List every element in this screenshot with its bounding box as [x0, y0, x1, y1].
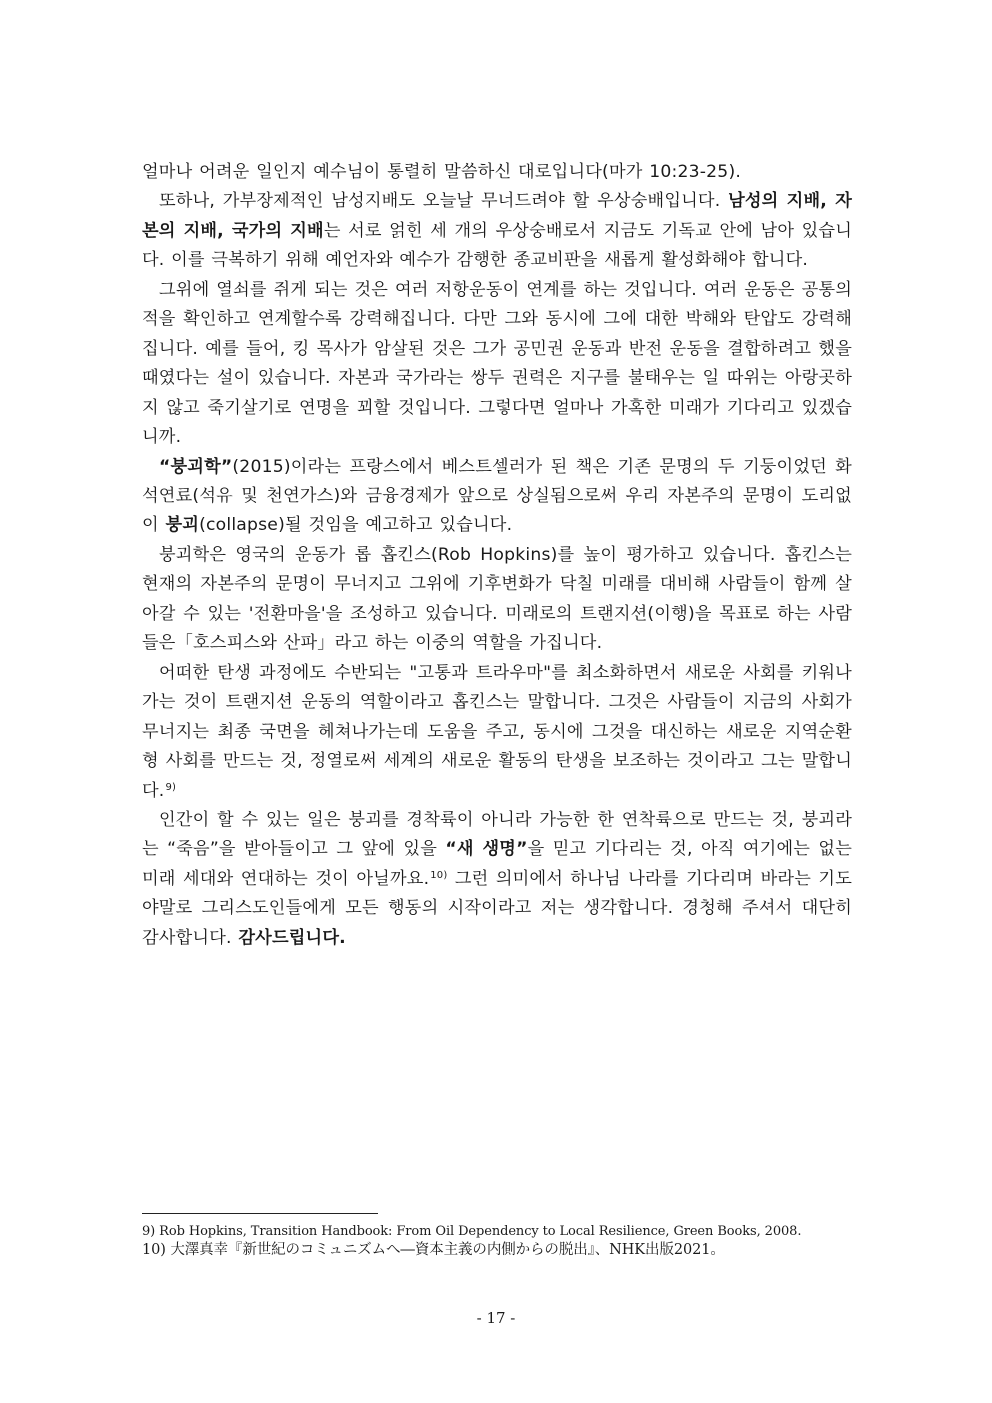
bold-text: “새 생명”	[445, 839, 528, 860]
text-run: 또하나, 가부장제적인 남성지배도 오늘날 무너드려야 할 우상숭배입니다.	[159, 191, 729, 212]
paragraph	[142, 806, 852, 953]
text-run: 는 서로 얽힌 세 개의 우상숭배로서 지금도 기독교 안에 남아 있습니다. 이를 극복하기 위해 예언자와 예수가 감행한 종교비판을 새롭게 활성화해야 합니다.	[142, 220, 852, 271]
footnote-ref: 9)	[165, 781, 177, 793]
footnote-10: 10) 大澤真幸『新世紀のコミュニズムへ―資本主義の内側からの脱出』、NHK出版2021。	[142, 1242, 725, 1258]
text-run: (collapse)될 것임을 예고하고 있습니다.	[199, 515, 513, 536]
text-run: 얼마나 어려운 일인지 예수님이 통렬히 말씀하신 대로입니다(마가 10:23-25).	[142, 162, 742, 182]
text-run: 붕괴학은 영국의 운동가 롭 홉킨스(Rob Hopkins)를 높이 평가하고 있습니다. 홉킨스는 현재의 자본주의 문명이 무너지고 그위에 기후변화가 닥칠 미래를 대비해 사람들이 함께 살아갈 수 있는 '전환마을'을 조성하고 있습니다. 미래로의 트랜지션(이행)을 목표로 하는 사람들은「호스피스와 산파」라고 하는 이중의 역할을 가집니다.	[142, 544, 852, 654]
paragraph	[142, 187, 852, 275]
paragraph	[142, 158, 852, 187]
footnote-ref: 10)	[430, 869, 448, 881]
footnotes	[142, 1222, 862, 1260]
paragraph	[142, 659, 852, 806]
page-number: - 17 -	[476, 1309, 516, 1327]
text-run: 그런 의미에서 하나님 나라를 기다리며 바라는 기도야말로 그리스도인들에게 모든 행동의 시작이라고 저는 생각합니다. 경청해 주셔서 대단히 감사합니다.	[142, 868, 852, 948]
footnote-separator	[142, 1213, 378, 1214]
paragraph	[142, 276, 852, 453]
text-run: 어떠한 탄생 과정에도 수반되는 "고통과 트라우마"를 최소화하면서 새로운 사회를 키워나가는 것이 트랜지션 운동의 역할이라고 홉킨스는 말합니다. 그것은 사람들이 지금의 사회가 무너지는 최종 국면을 헤쳐나가는데 도움을 주고, 동시에 그것을 대신하는 새로운 지역순환형 사회를 만드는 것, 정열로써 세계의 새로운 활동의 탄생을 보조하는 것이라고 그는 말합니다.	[142, 662, 852, 801]
paragraph	[142, 541, 852, 659]
paragraph	[142, 453, 852, 541]
body-text	[142, 158, 852, 953]
footnote-9: 9) Rob Hopkins, Transition Handbook: From Oil Dependency to Local Resilience, Green Books, 2008.	[142, 1224, 802, 1239]
bold-text: 남성의 지배, 자본의 지배, 국가의 지배	[142, 191, 852, 241]
bold-text: “붕괴학”	[159, 456, 233, 477]
text-run: 인간이 할 수 있는 일은 붕괴를 경착륙이 아니라 가능한 한 연착륙으로 만드는 것, 붕괴라는 “죽음”을 받아들이고 그 앞에 있을	[142, 809, 852, 860]
text-run: 그위에 열쇠를 쥐게 되는 것은 여러 저항운동이 연계를 하는 것입니다. 여러 운동은 공통의 적을 확인하고 연계할수록 강력해집니다. 다만 그와 동시에 그에 대한 박해와 탄압도 강력해집니다. 예를 들어, 킹 목사가 암살된 것은 그가 공민권 운동과 반전 운동을 결합하려고 했을 때였다는 설이 있습니다. 자본과 국가라는 쌍두 권력은 지구를 불태우는 일 따위는 아랑곳하지 않고 죽기살기로 연명을 꾀할 것입니다. 그렇다면 얼마나 가혹한 미래가 기다리고 있겠습니까.	[142, 279, 852, 448]
text-run: (2015)이라는 프랑스에서 베스트셀러가 된 책은 기존 문명의 두 기둥이었던 화석연료(석유 및 천연가스)와 금융경제가 앞으로 상실됨으로써 우리 자본주의 문명이 도리없이	[142, 456, 852, 536]
text-run: 을 믿고 기다리는 것, 아직 여기에는 없는 미래 세대와 연대하는 것이 아닐까요.	[142, 839, 852, 889]
bold-text: 붕괴	[165, 515, 200, 536]
bold-text: 감사드립니다.	[238, 927, 346, 948]
